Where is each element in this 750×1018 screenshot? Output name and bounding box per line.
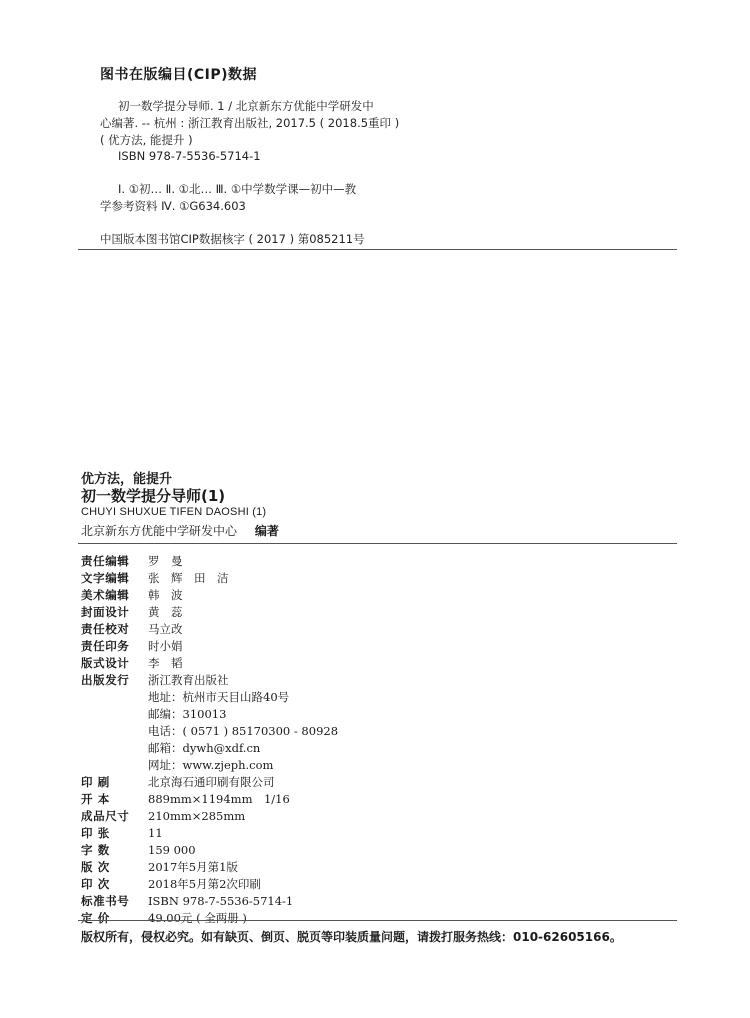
credit-row <box>81 773 641 790</box>
credit-value: 马立改 <box>148 621 183 636</box>
credit-value: 时小娟 <box>148 638 183 653</box>
credit-label: 印 张 <box>81 825 110 840</box>
credit-row <box>81 603 641 620</box>
credit-row <box>81 858 641 875</box>
credit-row <box>81 807 641 824</box>
publisher-website: 网址：www.zjeph.com <box>148 757 274 772</box>
publisher-detail-row <box>81 688 641 705</box>
cip-line: 初一数学提分导师. 1 / 北京新东方优能中学研发中 <box>118 99 374 113</box>
credit-label: 文字编辑 <box>81 570 130 585</box>
publisher-detail-row <box>81 722 641 739</box>
credit-label: 责任校对 <box>81 621 130 636</box>
credit-label: 封面设计 <box>81 604 130 619</box>
credit-label: 责任编辑 <box>81 553 130 568</box>
publisher-address: 地址：杭州市天目山路40号 <box>148 689 290 704</box>
credit-row <box>81 620 641 637</box>
credit-value: 张 辉 田 洁 <box>148 570 229 585</box>
cip-line: 中国版本图书馆CIP数据核字 ( 2017 ) 第085211号 <box>100 232 365 246</box>
divider <box>78 920 677 921</box>
credit-row <box>81 824 641 841</box>
credits-list <box>81 552 641 926</box>
cip-line: ISBN 978-7-5536-5714-1 <box>118 149 261 163</box>
credit-row <box>81 671 641 688</box>
book-subtitle: 优方法，能提升 <box>81 472 173 487</box>
divider <box>78 543 677 544</box>
copyright-notice: 版权所有，侵权必究。如有缺页、倒页、脱页等印装质量问题，请拨打服务热线：010-62605166。 <box>81 930 622 944</box>
publisher-phone: 电话：( 0571 ) 85170300 - 80928 <box>148 723 339 738</box>
credit-label: 责任印务 <box>81 638 130 653</box>
divider <box>78 249 677 250</box>
credit-row <box>81 790 641 807</box>
publisher-detail-row <box>81 739 641 756</box>
credit-row <box>81 654 641 671</box>
credit-value: 2018年5月第2次印刷 <box>148 876 261 891</box>
credit-value: ISBN 978-7-5536-5714-1 <box>148 893 294 908</box>
publisher-detail-row <box>81 756 641 773</box>
credit-label: 标准书号 <box>81 893 130 908</box>
credit-row <box>81 875 641 892</box>
credit-label: 版式设计 <box>81 655 130 670</box>
book-title: 初一数学提分导师(1) <box>81 487 226 505</box>
cip-line: 心编著. -- 杭州 : 浙江教育出版社, 2017.5 ( 2018.5重印 ) <box>100 116 400 130</box>
credit-row <box>81 892 641 909</box>
credit-value: 11 <box>148 825 163 840</box>
cip-line: Ⅰ. ①初… Ⅱ. ①北… Ⅲ. ①中学数学课—初中—教 <box>118 182 357 196</box>
author-name: 北京新东方优能中学研发中心 <box>81 524 238 538</box>
credit-value: 49.00元 ( 全两册 ) <box>148 910 247 925</box>
credit-value: 889mm×1194mm 1/16 <box>148 791 290 806</box>
publisher-email: 邮箱：dywh@xdf.cn <box>148 740 261 755</box>
credit-value: 210mm×285mm <box>148 808 246 823</box>
credit-label: 印 次 <box>81 876 110 891</box>
author-role: 编著 <box>254 524 279 538</box>
credit-value: 韩 波 <box>148 587 183 602</box>
credit-label: 成品尺寸 <box>81 808 130 823</box>
credit-value: 浙江教育出版社 <box>148 672 229 687</box>
credit-value: 159 000 <box>148 842 196 857</box>
cip-title: 图书在版编目(CIP)数据 <box>100 67 258 83</box>
credit-value: 北京海石通印刷有限公司 <box>148 774 275 789</box>
credit-label: 印 刷 <box>81 774 110 789</box>
credit-row <box>81 841 641 858</box>
credit-row <box>81 569 641 586</box>
publisher-postcode: 邮编：310013 <box>148 706 227 721</box>
cip-line: ( 优方法, 能提升 ) <box>100 133 193 147</box>
credit-row <box>81 909 641 926</box>
credit-row <box>81 637 641 654</box>
credit-label: 版 次 <box>81 859 110 874</box>
credit-value: 李 韬 <box>148 655 183 670</box>
credit-row <box>81 586 641 603</box>
book-author <box>81 522 279 539</box>
publisher-detail-row <box>81 705 641 722</box>
cip-line: 学参考资料 Ⅳ. ①G634.603 <box>100 199 246 213</box>
credit-label: 字 数 <box>81 842 110 857</box>
credit-row <box>81 552 641 569</box>
credit-value: 罗 曼 <box>148 553 183 568</box>
credit-label: 定 价 <box>81 910 110 925</box>
credit-label: 出版发行 <box>81 672 130 687</box>
book-pinyin-title: CHUYI SHUXUE TIFEN DAOSHI (1) <box>81 506 267 518</box>
credit-value: 黄 蕊 <box>148 604 183 619</box>
credit-label: 美术编辑 <box>81 587 130 602</box>
credit-value: 2017年5月第1版 <box>148 859 238 874</box>
credit-label: 开 本 <box>81 791 110 806</box>
